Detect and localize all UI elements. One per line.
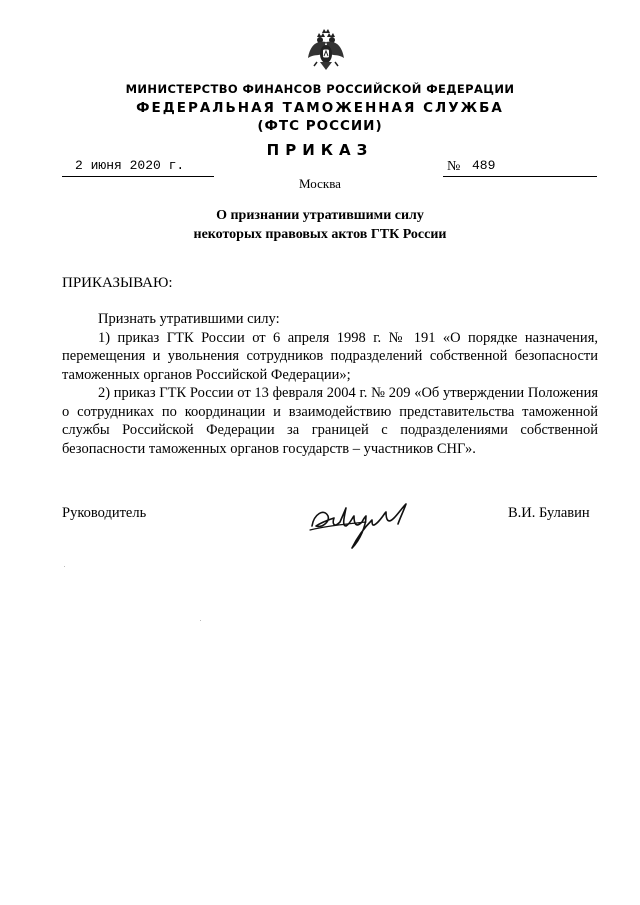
- service-short-name: (ФТС РОССИИ): [257, 118, 383, 134]
- title-line-1: О признании утратившими силу: [216, 208, 424, 223]
- coat-of-arms-emblem-icon: [306, 28, 346, 72]
- order-item-2: 2) приказ ГТК России от 13 февраля 2004 г. № 209 «Об утверждении Положения о сотрудниках по координации и взаимодействию представительства таможенной службы Российской Федерации за границей с подразделениями собственной безопасности таможенных органов государств – участников СНГ».: [62, 385, 598, 457]
- order-date: 2 июня 2020 г.: [75, 158, 185, 173]
- order-number: 489: [472, 158, 496, 173]
- order-item-1: 1) приказ ГТК России от 6 апреля 1998 г. № 191 «О порядке назначения, перемещения и увольнения сотрудников подразделений собственной безопасности таможенных органов Российской Федерации»;: [62, 329, 598, 383]
- document-title: [0, 206, 640, 244]
- service-name: ФЕДЕРАЛЬНАЯ ТАМОЖЕННАЯ СЛУЖБА: [136, 100, 504, 116]
- scan-speck: [200, 620, 201, 621]
- signer-position: Руководитель: [62, 505, 147, 521]
- order-word: ПРИКАЗЫВАЮ:: [62, 275, 173, 291]
- document-type: ПРИКАЗ: [266, 141, 374, 159]
- handwritten-signature-icon: [306, 496, 422, 552]
- title-line-2: некоторых правовых актов ГТК России: [193, 227, 447, 242]
- ministry-name: МИНИСТЕРСТВО ФИНАНСОВ РОССИЙСКОЙ ФЕДЕРАЦИИ: [125, 82, 515, 96]
- city: Москва: [299, 176, 341, 191]
- scan-speck: [64, 566, 65, 567]
- order-body: [62, 310, 598, 458]
- signer-name: В.И. Булавин: [508, 505, 590, 521]
- order-intro: Признать утратившими силу:: [98, 311, 280, 327]
- number-sign: №: [447, 159, 461, 174]
